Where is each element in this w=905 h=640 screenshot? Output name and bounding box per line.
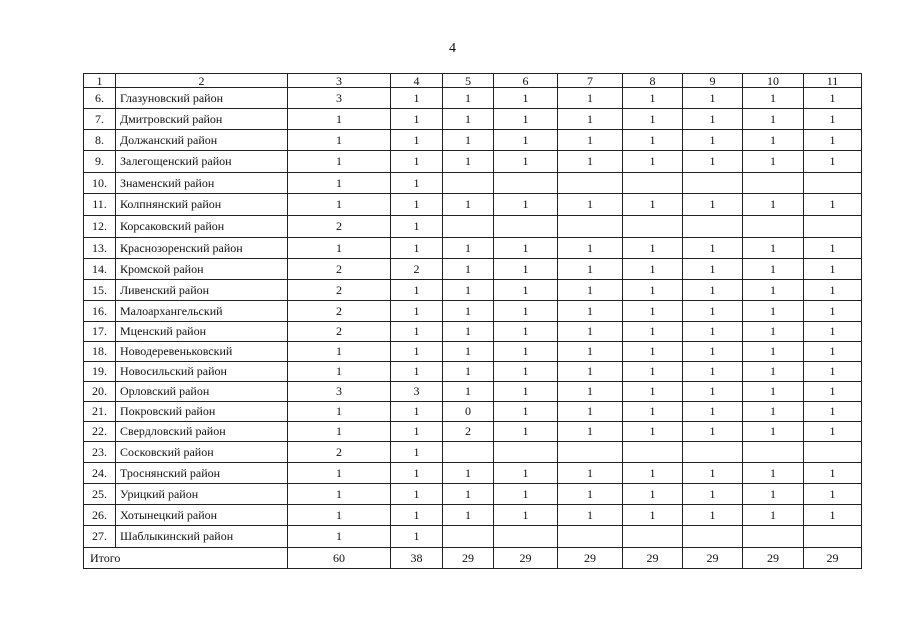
value-cell: 1 — [443, 505, 494, 526]
value-cell: 1 — [558, 362, 623, 382]
value-cell: 1 — [494, 130, 558, 151]
table-row — [84, 151, 862, 173]
value-cell: 1 — [443, 301, 494, 322]
district-name: Кромской район — [116, 259, 288, 280]
table-row — [84, 322, 862, 342]
header-cell: 3 — [288, 74, 391, 88]
table-row — [84, 280, 862, 301]
value-cell — [494, 216, 558, 238]
value-cell: 1 — [623, 88, 683, 109]
value-cell: 2 — [443, 422, 494, 442]
value-cell: 1 — [391, 362, 443, 382]
row-number: 25. — [84, 484, 116, 505]
value-cell: 1 — [623, 342, 683, 362]
value-cell — [804, 173, 862, 194]
value-cell: 1 — [623, 194, 683, 216]
row-number: 16. — [84, 301, 116, 322]
value-cell: 1 — [494, 382, 558, 402]
district-name: Новосильский район — [116, 362, 288, 382]
value-cell: 1 — [288, 422, 391, 442]
value-cell: 1 — [743, 463, 804, 484]
value-cell: 1 — [288, 151, 391, 173]
table-row — [84, 238, 862, 259]
value-cell — [623, 216, 683, 238]
district-name: Краснозоренский район — [116, 238, 288, 259]
value-cell: 1 — [391, 216, 443, 238]
value-cell — [443, 526, 494, 548]
value-cell: 2 — [288, 322, 391, 342]
row-number: 15. — [84, 280, 116, 301]
value-cell: 1 — [743, 194, 804, 216]
value-cell: 1 — [804, 484, 862, 505]
district-name: Троснянский район — [116, 463, 288, 484]
header-cell: 11 — [804, 74, 862, 88]
value-cell: 1 — [683, 484, 743, 505]
district-name: Знаменский район — [116, 173, 288, 194]
value-cell — [558, 526, 623, 548]
total-value: 38 — [391, 548, 443, 569]
value-cell: 1 — [391, 342, 443, 362]
value-cell: 1 — [743, 238, 804, 259]
row-number: 14. — [84, 259, 116, 280]
value-cell: 1 — [683, 342, 743, 362]
value-cell: 1 — [288, 173, 391, 194]
row-number: 6. — [84, 88, 116, 109]
value-cell: 2 — [288, 301, 391, 322]
header-cell: 2 — [116, 74, 288, 88]
value-cell: 1 — [558, 109, 623, 130]
value-cell: 2 — [288, 280, 391, 301]
value-cell: 1 — [623, 280, 683, 301]
district-name: Урицкий район — [116, 484, 288, 505]
value-cell: 1 — [558, 238, 623, 259]
value-cell: 1 — [443, 151, 494, 173]
value-cell: 1 — [391, 88, 443, 109]
table-row — [84, 463, 862, 484]
value-cell: 1 — [494, 322, 558, 342]
table-row — [84, 259, 862, 280]
table-row — [84, 130, 862, 151]
value-cell: 1 — [623, 505, 683, 526]
value-cell: 1 — [683, 362, 743, 382]
value-cell: 2 — [288, 259, 391, 280]
district-name: Залегощенский район — [116, 151, 288, 173]
value-cell: 1 — [494, 484, 558, 505]
value-cell: 1 — [623, 322, 683, 342]
value-cell: 1 — [743, 109, 804, 130]
value-cell: 1 — [391, 442, 443, 463]
value-cell: 1 — [743, 301, 804, 322]
row-number: 11. — [84, 194, 116, 216]
value-cell: 1 — [391, 526, 443, 548]
value-cell: 1 — [443, 362, 494, 382]
value-cell: 1 — [683, 238, 743, 259]
value-cell: 1 — [804, 342, 862, 362]
value-cell — [743, 173, 804, 194]
value-cell: 1 — [623, 463, 683, 484]
total-label: Итого — [84, 548, 288, 569]
value-cell: 1 — [494, 109, 558, 130]
value-cell: 1 — [494, 280, 558, 301]
row-number: 7. — [84, 109, 116, 130]
row-number: 19. — [84, 362, 116, 382]
row-number: 26. — [84, 505, 116, 526]
value-cell: 1 — [288, 526, 391, 548]
value-cell: 1 — [443, 194, 494, 216]
value-cell — [804, 442, 862, 463]
value-cell: 1 — [391, 402, 443, 422]
value-cell: 1 — [391, 130, 443, 151]
total-value: 29 — [558, 548, 623, 569]
value-cell: 1 — [743, 382, 804, 402]
table-row — [84, 422, 862, 442]
table-row — [84, 484, 862, 505]
value-cell: 1 — [558, 301, 623, 322]
value-cell: 1 — [804, 259, 862, 280]
value-cell: 3 — [288, 382, 391, 402]
value-cell: 1 — [804, 109, 862, 130]
value-cell: 1 — [683, 194, 743, 216]
value-cell: 1 — [494, 362, 558, 382]
district-name: Свердловский район — [116, 422, 288, 442]
value-cell: 1 — [391, 173, 443, 194]
value-cell: 1 — [443, 463, 494, 484]
district-name: Корсаковский район — [116, 216, 288, 238]
value-cell: 1 — [558, 505, 623, 526]
value-cell: 1 — [683, 463, 743, 484]
value-cell — [443, 216, 494, 238]
value-cell: 1 — [288, 402, 391, 422]
total-row — [84, 548, 862, 569]
district-name: Покровский район — [116, 402, 288, 422]
row-number: 24. — [84, 463, 116, 484]
row-number: 17. — [84, 322, 116, 342]
value-cell: 1 — [683, 422, 743, 442]
value-cell — [683, 173, 743, 194]
total-value: 29 — [683, 548, 743, 569]
value-cell: 1 — [443, 322, 494, 342]
value-cell: 1 — [443, 280, 494, 301]
table-row — [84, 362, 862, 382]
value-cell: 1 — [623, 362, 683, 382]
value-cell: 1 — [494, 505, 558, 526]
value-cell — [743, 216, 804, 238]
value-cell: 1 — [683, 88, 743, 109]
value-cell: 1 — [743, 422, 804, 442]
value-cell: 1 — [743, 130, 804, 151]
district-name: Хотынецкий район — [116, 505, 288, 526]
value-cell: 1 — [494, 238, 558, 259]
header-cell: 4 — [391, 74, 443, 88]
value-cell: 1 — [288, 463, 391, 484]
total-value: 60 — [288, 548, 391, 569]
value-cell: 1 — [443, 238, 494, 259]
value-cell — [623, 442, 683, 463]
value-cell: 1 — [623, 402, 683, 422]
page-number: 4 — [449, 41, 456, 56]
district-name: Новодеревеньковский — [116, 342, 288, 362]
value-cell: 2 — [288, 216, 391, 238]
district-name: Колпнянский район — [116, 194, 288, 216]
district-name: Мценский район — [116, 322, 288, 342]
value-cell: 1 — [494, 259, 558, 280]
total-value: 29 — [804, 548, 862, 569]
district-name: Глазуновский район — [116, 88, 288, 109]
value-cell: 1 — [558, 194, 623, 216]
value-cell: 1 — [683, 280, 743, 301]
table-row — [84, 402, 862, 422]
value-cell: 1 — [391, 301, 443, 322]
header-cell: 5 — [443, 74, 494, 88]
value-cell: 1 — [558, 422, 623, 442]
value-cell: 1 — [288, 109, 391, 130]
value-cell: 1 — [743, 484, 804, 505]
value-cell: 1 — [443, 382, 494, 402]
value-cell — [558, 442, 623, 463]
value-cell: 1 — [683, 505, 743, 526]
value-cell: 1 — [804, 422, 862, 442]
value-cell: 1 — [743, 342, 804, 362]
header-cell: 7 — [558, 74, 623, 88]
value-cell: 1 — [743, 402, 804, 422]
value-cell: 1 — [494, 463, 558, 484]
total-value: 29 — [494, 548, 558, 569]
value-cell: 1 — [804, 402, 862, 422]
value-cell — [494, 173, 558, 194]
value-cell: 1 — [443, 130, 494, 151]
value-cell: 1 — [288, 362, 391, 382]
value-cell: 1 — [623, 422, 683, 442]
value-cell: 1 — [623, 238, 683, 259]
value-cell: 1 — [288, 238, 391, 259]
district-name: Сосковский район — [116, 442, 288, 463]
value-cell: 1 — [391, 484, 443, 505]
value-cell — [743, 442, 804, 463]
value-cell: 1 — [804, 194, 862, 216]
header-cell: 6 — [494, 74, 558, 88]
total-value: 29 — [443, 548, 494, 569]
value-cell: 1 — [558, 382, 623, 402]
value-cell: 1 — [288, 484, 391, 505]
value-cell: 1 — [558, 88, 623, 109]
row-number: 12. — [84, 216, 116, 238]
table-row — [84, 342, 862, 362]
table-row — [84, 526, 862, 548]
value-cell: 1 — [804, 362, 862, 382]
value-cell: 1 — [743, 151, 804, 173]
row-number: 20. — [84, 382, 116, 402]
value-cell — [494, 442, 558, 463]
value-cell: 1 — [558, 463, 623, 484]
value-cell: 1 — [558, 280, 623, 301]
table-row — [84, 301, 862, 322]
table-row — [84, 442, 862, 463]
value-cell — [623, 526, 683, 548]
value-cell: 1 — [683, 151, 743, 173]
value-cell: 1 — [804, 238, 862, 259]
value-cell: 1 — [443, 259, 494, 280]
value-cell: 1 — [804, 463, 862, 484]
value-cell — [804, 526, 862, 548]
value-cell: 1 — [743, 259, 804, 280]
row-number: 8. — [84, 130, 116, 151]
header-row — [84, 74, 862, 88]
value-cell: 1 — [623, 484, 683, 505]
value-cell: 1 — [804, 151, 862, 173]
value-cell: 1 — [391, 322, 443, 342]
total-value: 29 — [623, 548, 683, 569]
district-name: Малоархангельский — [116, 301, 288, 322]
value-cell: 1 — [623, 109, 683, 130]
value-cell: 1 — [683, 109, 743, 130]
value-cell: 1 — [558, 322, 623, 342]
district-name: Дмитровский район — [116, 109, 288, 130]
district-table — [83, 73, 862, 569]
value-cell — [558, 216, 623, 238]
value-cell: 0 — [443, 402, 494, 422]
row-number: 9. — [84, 151, 116, 173]
value-cell — [683, 216, 743, 238]
value-cell: 1 — [494, 342, 558, 362]
table-row — [84, 382, 862, 402]
table-row — [84, 173, 862, 194]
value-cell: 1 — [391, 151, 443, 173]
value-cell: 1 — [743, 88, 804, 109]
value-cell — [683, 442, 743, 463]
value-cell: 3 — [288, 88, 391, 109]
value-cell — [743, 526, 804, 548]
value-cell: 1 — [391, 194, 443, 216]
value-cell: 1 — [443, 342, 494, 362]
value-cell: 1 — [288, 194, 391, 216]
value-cell: 1 — [743, 280, 804, 301]
value-cell: 1 — [683, 130, 743, 151]
value-cell: 1 — [443, 109, 494, 130]
total-value: 29 — [743, 548, 804, 569]
row-number: 10. — [84, 173, 116, 194]
value-cell: 1 — [683, 301, 743, 322]
header-cell: 10 — [743, 74, 804, 88]
row-number: 21. — [84, 402, 116, 422]
value-cell: 1 — [804, 382, 862, 402]
table-row — [84, 505, 862, 526]
header-cell: 8 — [623, 74, 683, 88]
value-cell: 1 — [623, 301, 683, 322]
value-cell: 1 — [494, 151, 558, 173]
district-name: Ливенский район — [116, 280, 288, 301]
value-cell: 1 — [743, 362, 804, 382]
value-cell: 1 — [558, 402, 623, 422]
value-cell: 1 — [804, 322, 862, 342]
value-cell: 1 — [391, 463, 443, 484]
value-cell: 1 — [391, 505, 443, 526]
value-cell: 1 — [391, 109, 443, 130]
value-cell: 1 — [443, 484, 494, 505]
value-cell: 1 — [804, 130, 862, 151]
value-cell: 1 — [494, 402, 558, 422]
value-cell: 1 — [391, 422, 443, 442]
district-name: Должанский район — [116, 130, 288, 151]
table-row — [84, 88, 862, 109]
value-cell: 1 — [443, 88, 494, 109]
value-cell — [494, 526, 558, 548]
value-cell: 1 — [623, 259, 683, 280]
value-cell: 1 — [683, 382, 743, 402]
value-cell — [443, 173, 494, 194]
value-cell: 1 — [804, 301, 862, 322]
value-cell: 1 — [683, 402, 743, 422]
value-cell: 1 — [804, 88, 862, 109]
value-cell: 1 — [558, 130, 623, 151]
table-row — [84, 194, 862, 216]
table-row — [84, 216, 862, 238]
value-cell: 1 — [288, 342, 391, 362]
value-cell: 1 — [683, 322, 743, 342]
value-cell — [804, 216, 862, 238]
district-name: Шаблыкинский район — [116, 526, 288, 548]
district-name: Орловский район — [116, 382, 288, 402]
value-cell: 1 — [683, 259, 743, 280]
value-cell: 1 — [558, 259, 623, 280]
value-cell: 1 — [494, 88, 558, 109]
row-number: 27. — [84, 526, 116, 548]
value-cell — [683, 526, 743, 548]
row-number: 13. — [84, 238, 116, 259]
value-cell: 1 — [804, 280, 862, 301]
value-cell: 1 — [743, 322, 804, 342]
value-cell: 1 — [391, 238, 443, 259]
row-number: 22. — [84, 422, 116, 442]
table-row — [84, 109, 862, 130]
value-cell — [443, 442, 494, 463]
value-cell: 1 — [743, 505, 804, 526]
value-cell: 1 — [623, 151, 683, 173]
value-cell: 3 — [391, 382, 443, 402]
value-cell: 1 — [391, 280, 443, 301]
value-cell: 1 — [494, 194, 558, 216]
row-number: 18. — [84, 342, 116, 362]
value-cell: 1 — [288, 130, 391, 151]
header-cell: 1 — [84, 74, 116, 88]
value-cell: 1 — [623, 130, 683, 151]
value-cell: 1 — [558, 151, 623, 173]
value-cell: 2 — [391, 259, 443, 280]
value-cell — [558, 173, 623, 194]
value-cell: 1 — [558, 484, 623, 505]
value-cell: 1 — [623, 382, 683, 402]
value-cell: 1 — [288, 505, 391, 526]
value-cell: 1 — [804, 505, 862, 526]
value-cell: 1 — [494, 301, 558, 322]
header-cell: 9 — [683, 74, 743, 88]
row-number: 23. — [84, 442, 116, 463]
value-cell: 2 — [288, 442, 391, 463]
value-cell: 1 — [558, 342, 623, 362]
value-cell: 1 — [494, 422, 558, 442]
value-cell — [623, 173, 683, 194]
